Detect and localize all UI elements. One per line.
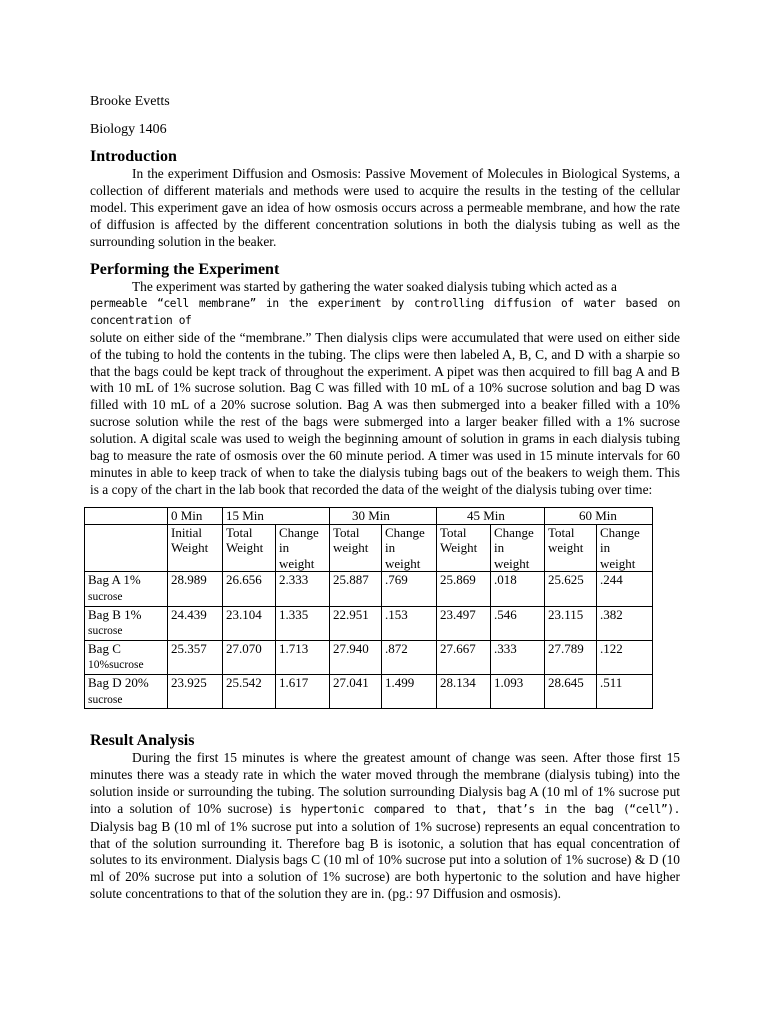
row-label: Bag B 1% sucrose: [85, 606, 168, 640]
col-header: Change in weight: [382, 524, 437, 572]
table-cell: 2.333: [276, 572, 330, 606]
table-cell: 1.617: [276, 674, 330, 708]
col-header: Total Weight: [437, 524, 491, 572]
table-cell: 25.625: [545, 572, 597, 606]
table-row: [85, 640, 653, 674]
table-cell: .018: [491, 572, 545, 606]
time-header: 15 Min: [223, 508, 330, 525]
col-header: Initial Weight: [168, 524, 223, 572]
table-label-cell: [85, 524, 168, 572]
experiment-heading: Performing the Experiment: [90, 261, 280, 278]
table-cell: 22.951: [330, 606, 382, 640]
table-cell: .769: [382, 572, 437, 606]
table-cell: 1.713: [276, 640, 330, 674]
results-text-a: During the first 15 minutes is where the greatest amount of change was seen. After those first 15 minutes there was a steady rate in which the water moved through the membrane (dialysis tubing) into the solution inside or surrounding the tubing. The solution surrounding Dialysis bag A (10 ml of 1% sucrose put into a solution of 10% sucrose): [90, 750, 680, 816]
experiment-text-mono: permeable “cell membrane” in the experiment by controlling diffusion of water based on concentration of: [90, 296, 680, 327]
table-cell: 25.542: [223, 674, 276, 708]
col-header: Total Weight: [223, 524, 276, 572]
author-name: Brooke Evetts: [90, 94, 170, 109]
table-cell: 26.656: [223, 572, 276, 606]
results-text: [90, 750, 680, 903]
table-cell: 27.789: [545, 640, 597, 674]
table-cell: 23.104: [223, 606, 276, 640]
col-header: Change in weight: [491, 524, 545, 572]
time-header: 45 Min: [437, 508, 545, 525]
table-cell: 23.925: [168, 674, 223, 708]
results-heading: Result Analysis: [90, 732, 195, 749]
table-cell: 27.667: [437, 640, 491, 674]
table-time-row: [85, 508, 653, 525]
results-text-mono: is hypertonic compared to that, that’s in the bag (“cell”).: [278, 802, 680, 816]
experiment-text-a: The experiment was started by gathering the water soaked dialysis tubing which acted as a: [132, 279, 617, 294]
table-cell: 25.887: [330, 572, 382, 606]
col-header: Change in weight: [597, 524, 653, 572]
table-cell: 1.499: [382, 674, 437, 708]
table-cell: .546: [491, 606, 545, 640]
table-cell: 25.357: [168, 640, 223, 674]
table-cell: .333: [491, 640, 545, 674]
table-cell: 27.041: [330, 674, 382, 708]
table-corner-cell: [85, 508, 168, 525]
table-cell: .244: [597, 572, 653, 606]
time-header: 30 Min: [330, 508, 437, 525]
experiment-paragraph: [90, 279, 680, 499]
time-header: 60 Min: [545, 508, 653, 525]
table-cell: 28.989: [168, 572, 223, 606]
table-row: [85, 674, 653, 708]
results-paragraph: [90, 750, 680, 903]
row-label: Bag D 20% sucrose: [85, 674, 168, 708]
weight-data-table: [84, 507, 653, 709]
col-header: Total weight: [330, 524, 382, 572]
table-cell: 25.869: [437, 572, 491, 606]
table-cell: 23.115: [545, 606, 597, 640]
course-name: Biology 1406: [90, 122, 167, 137]
intro-text: In the experiment Diffusion and Osmosis: Passive Movement of Molecules in Biological Systems, a collection of different materials and methods were used to acquire the results in the testing of the cellular model. This experiment gave an idea of how osmosis occurs across a permeable membrane, and how the rate of diffusion is affected by the different concentration solutions in both the dialysis tubing as well as the surrounding solution in the beaker.: [90, 166, 680, 249]
row-label: Bag A 1% sucrose: [85, 572, 168, 606]
table-cell: 27.940: [330, 640, 382, 674]
table-row: [85, 606, 653, 640]
experiment-text-b: solute on either side of the “membrane.” Then dialysis clips were accumulated that were used on either side of the tubing to hold the contents in the tubing. The clips were then labeled A, B, C, and D with a sharpie so that the bags could be kept track of throughout the experiment. A pipet was then acquired to fill bag A and B with 10 mL of 1% sucrose solution. Bag C was filled with 10 mL of a 10% sucrose solution and bag D was filled with 10 mL of a 20% sucrose solution. Bag A was then submerged into a beaker filled with a 10% sucrose solution while the rest of the bags were submerged into a larger beaker filled with a 1% sucrose solution. A digital scale was used to weigh the beginning amount of solution in grams in each dialysis tubing bag to measure the rate of osmosis over the 60 minute period. A timer was used in 15 minute intervals for 60 minutes in able to keep track of when to take the dialysis tubing bags out of the beakers to weigh them. This is a copy of the chart in the lab book that recorded the data of the weight of the dialysis tubing over time:: [90, 329, 680, 497]
table-cell: 24.439: [168, 606, 223, 640]
col-header: Change in weight: [276, 524, 330, 572]
table-cell: 23.497: [437, 606, 491, 640]
intro-heading: Introduction: [90, 148, 177, 165]
time-header: 0 Min: [168, 508, 223, 525]
table-cell: 1.093: [491, 674, 545, 708]
table-subheader-row: [85, 524, 653, 572]
table-cell: 28.645: [545, 674, 597, 708]
results-text-b: Dialysis bag B (10 ml of 1% sucrose put into a solution of 1% sucrose) represents an equal concentration to that of the solution surrounding it. Therefore bag B is isotonic, a solution that has equal concentration of solutes to its environment. Dialysis bags C (10 ml of 10% sucrose put into a solution of 1% sucrose) & D (10 ml of 20% sucrose put into a solution of 1% sucrose) are both hypertonic to the solution and have higher solute concentrations to that of the solution they are in. (pg.: 97 Diffusion and osmosis).: [90, 818, 680, 902]
table-cell: .382: [597, 606, 653, 640]
table-cell: 1.335: [276, 606, 330, 640]
row-label: Bag C 10%sucrose: [85, 640, 168, 674]
table-cell: .122: [597, 640, 653, 674]
col-header: Total weight: [545, 524, 597, 572]
table-cell: 27.070: [223, 640, 276, 674]
intro-paragraph: [90, 166, 680, 251]
table-cell: .872: [382, 640, 437, 674]
table-cell: .153: [382, 606, 437, 640]
table-cell: 28.134: [437, 674, 491, 708]
table-cell: .511: [597, 674, 653, 708]
table-row: [85, 572, 653, 606]
